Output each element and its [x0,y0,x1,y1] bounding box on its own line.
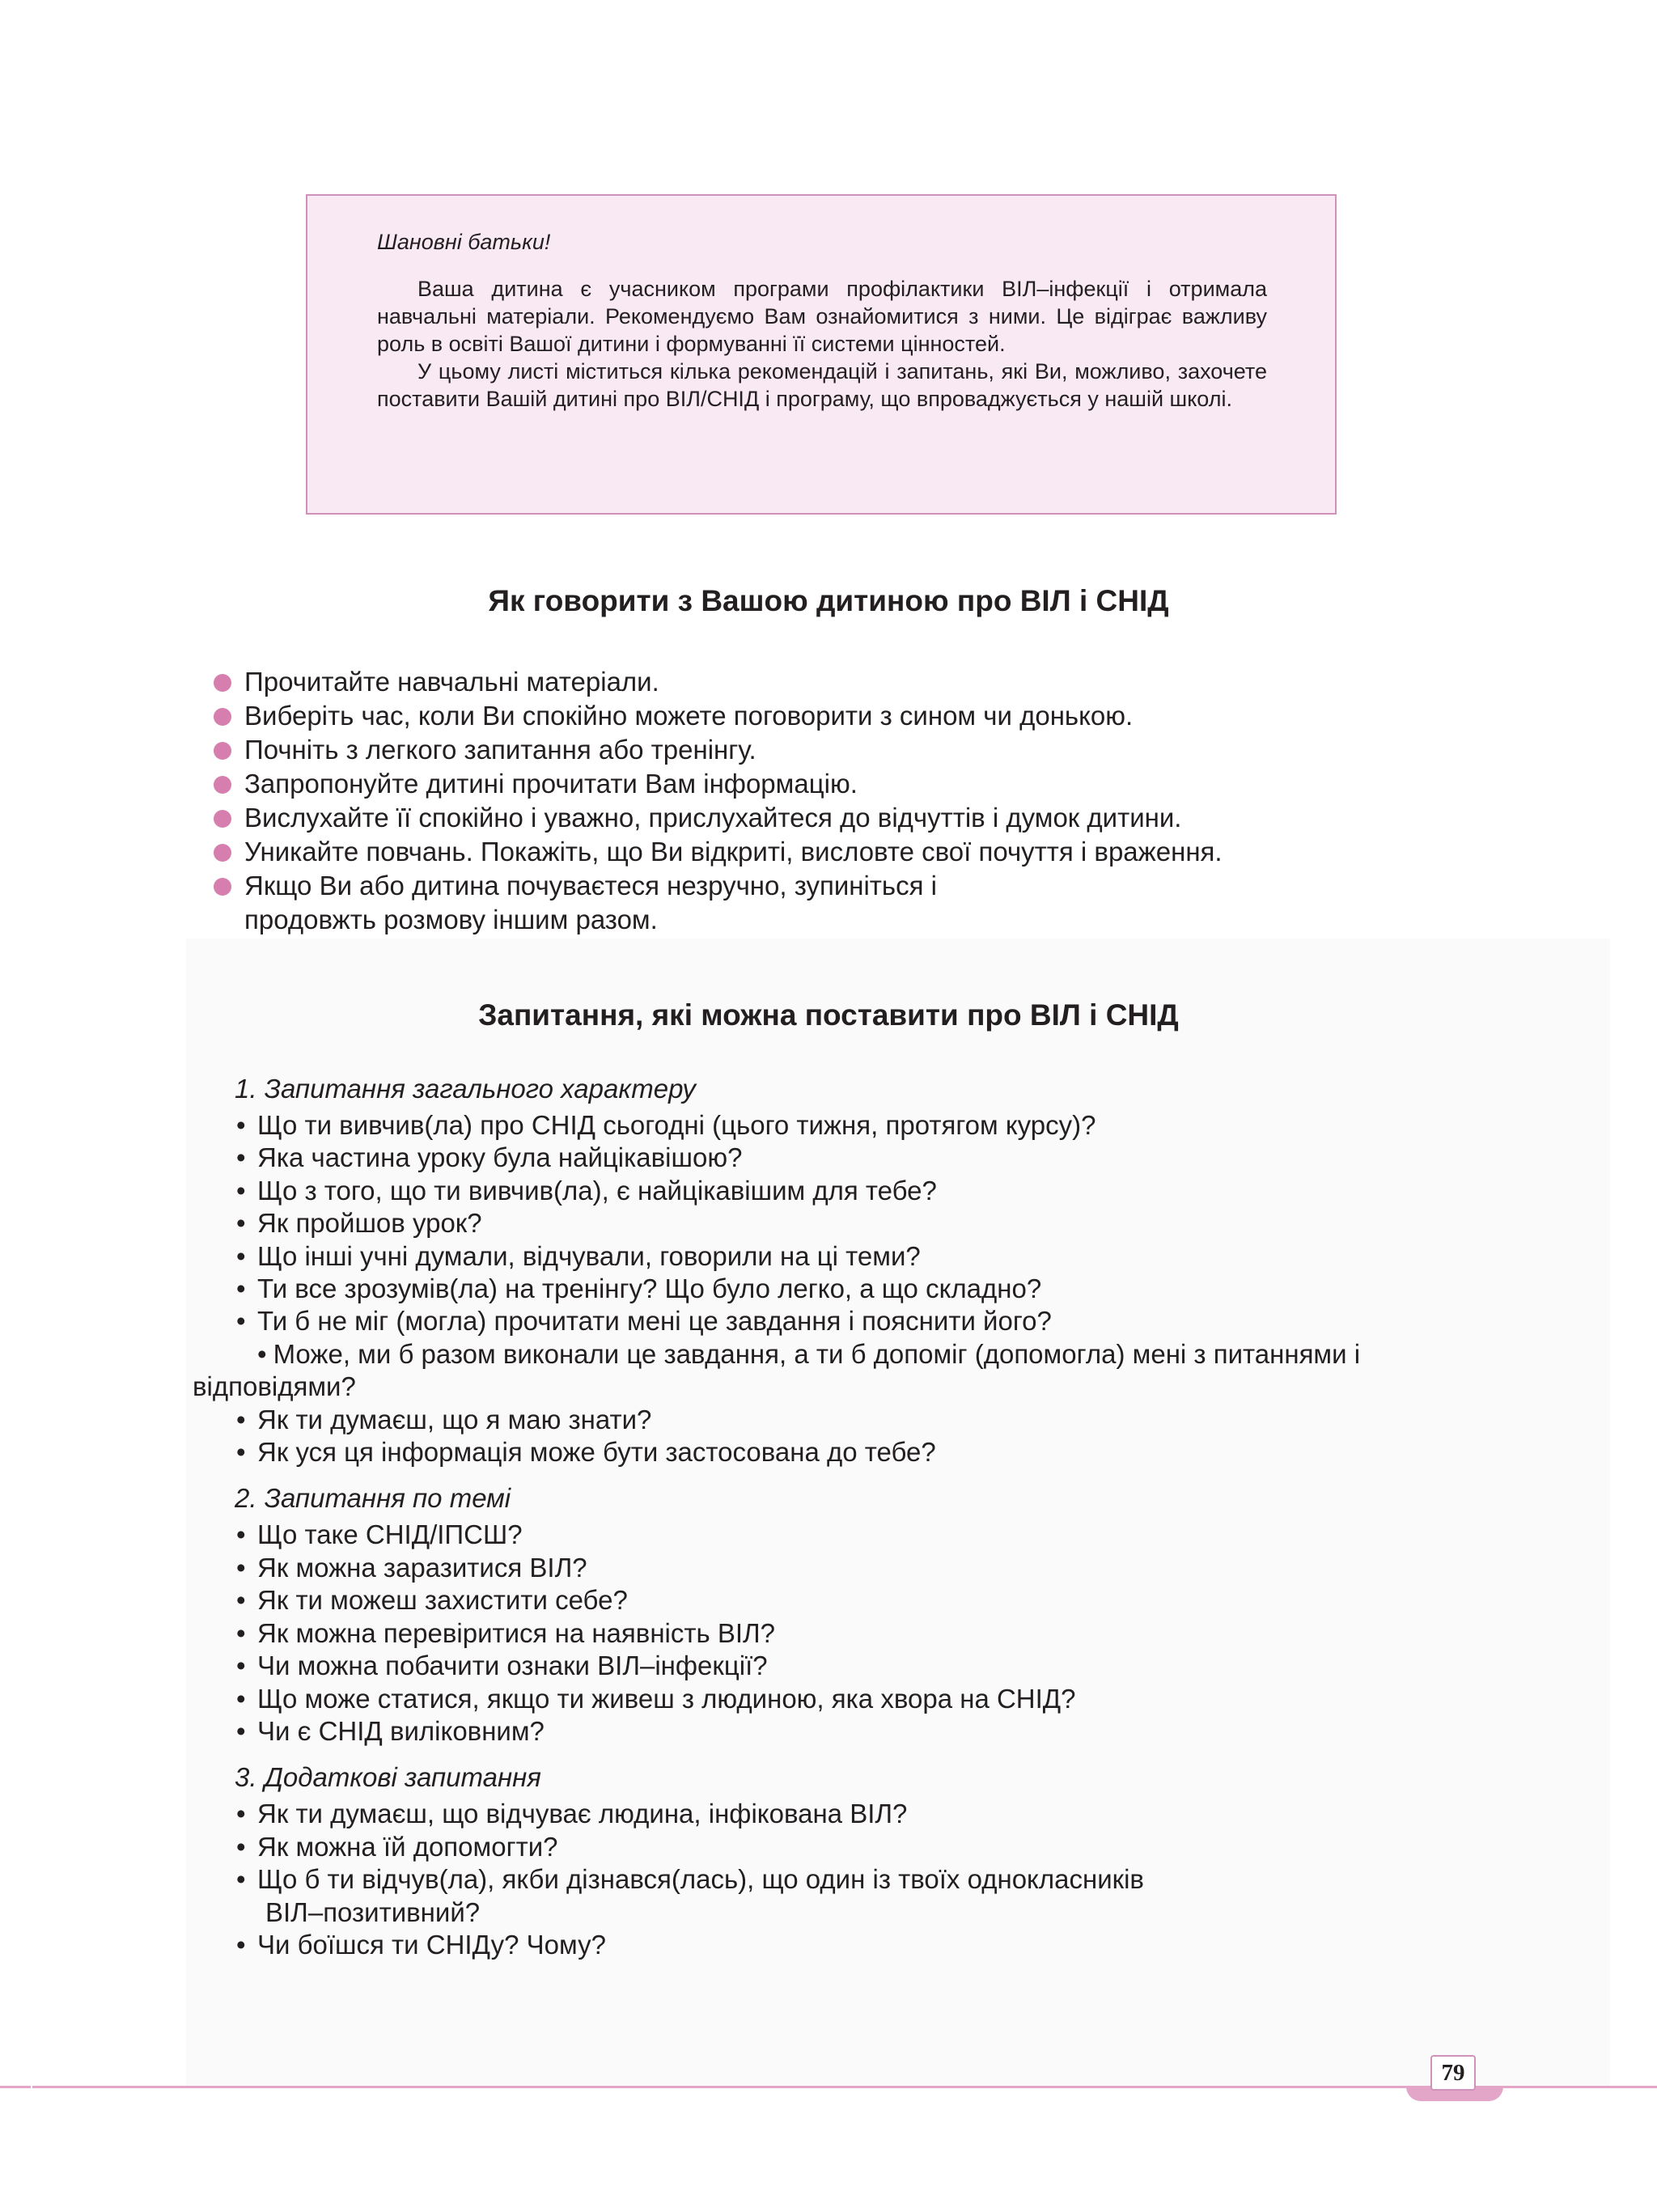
dot-icon: • [236,1208,246,1239]
letter-paragraph: Ваша дитина є учасником програми профілактики ВІЛ–інфекції і отримала навчальні матеріали. Рекомендуємо Вам ознайомитися з ними. Це відіграє важливу роль в освіті Вашої дитини і формуванні її системи цінностей. [377,277,1267,356]
question-item: • Як уся ця інформація може бути застосована до тебе? [0,1436,1657,1468]
tip-text: Виберіть час, коли Ви спокійно можете поговорити з сином чи донькою. [244,701,1134,731]
tip-text: Запропонуйте дитині прочитати Вам інформацію. [244,769,858,799]
question-item: • Що може статися, якщо ти живеш з людиною, яка хвора на СНІД? [0,1683,1657,1715]
dot-icon: • [236,1437,246,1468]
dot-icon: • [236,1831,246,1862]
tip-text: Якщо Ви або дитина почуваєтеся незручно, зупиніться і продовжть розмову іншим разом. [244,871,937,934]
dot-icon: • [236,1142,246,1173]
tip-item [212,835,1474,869]
question-item: • Ти все зрозумів(ла) на тренінгу? Що було легко, а що складно? [0,1273,1657,1305]
bullet-icon [214,878,231,896]
bullet-icon [214,708,231,726]
dot-icon: • [236,1683,246,1714]
section-heading-questions: Запитання, які можна поставити про ВІЛ і СНІД [478,998,1179,1032]
question-list [0,1798,1657,1961]
dot-icon: • [236,1404,246,1434]
dot-icon: • [236,1864,246,1895]
tip-item [212,699,1474,733]
letter-paragraph: У цьому листі міститься кілька рекомендацій і запитань, які Ви, можливо, захочете поставити Вашій дитині про ВІЛ/СНІД і програму, що впроваджується у нашій школі. [377,359,1267,411]
tips-list [212,665,1474,937]
page-number: 79 [1430,2055,1476,2091]
question-item: • Що таке СНІД/ІПСШ? [0,1519,1657,1551]
parents-letter-box [306,194,1337,515]
tip-text: Прочитайте навчальні матеріали. [244,667,659,697]
crop-mark [31,2084,40,2092]
question-item: • Як ти можеш захистити себе? [0,1584,1657,1617]
question-item: • Що з того, що ти вивчив(ла), є найцікавішим для тебе? [0,1175,1657,1207]
question-item: • Як ти думаєш, що відчуває людина, інфікована ВІЛ? [0,1798,1657,1830]
dot-icon: • [236,1651,246,1681]
dot-icon: • [236,1715,246,1746]
question-category-title: 1. Запитання загального характеру [235,1074,696,1104]
tip-item [212,801,1474,835]
question-item: • Чи боїшся ти СНІДу? Чому? [0,1929,1657,1961]
tip-item [212,869,1474,937]
question-item: • Як ти думаєш, що я маю знати? [0,1404,1657,1436]
dot-icon: • [236,1552,246,1583]
dot-icon: • [236,1273,246,1304]
bullet-icon [214,810,231,828]
tip-text: Почніть з легкого запитання або тренінгу. [244,735,756,765]
question-item: • Яка частина уроку була найцікавішою? [0,1142,1657,1174]
bullet-icon [214,674,231,692]
dot-icon: • [236,1929,246,1960]
tip-item [212,767,1474,801]
question-item: • Як можна перевіритися на наявність ВІЛ? [0,1617,1657,1650]
bullet-icon [214,844,231,862]
section-heading-talk: Як говорити з Вашою дитиною про ВІЛ і СНІД [488,584,1169,617]
question-item: • Що б ти відчув(ла), якби дізнався(лась), що один із твоїх однокласників ВІЛ–позитивний? [0,1863,1657,1929]
question-item: • Чи є СНІД виліковним? [0,1715,1657,1748]
dot-icon: • [236,1110,246,1140]
question-category-title: 2. Запитання по темі [235,1483,511,1514]
dot-icon: • [236,1585,246,1616]
tip-text: Уникайте повчань. Покажіть, що Ви відкриті, висловте свої почуття і враження. [244,837,1223,867]
dot-icon: • [236,1175,246,1206]
question-list [0,1109,1657,1468]
questions-block [0,1072,1657,1961]
question-item: • Може, ми б разом виконали це завдання, а ти б допоміг (допомогла) мені з питаннями і відповідями? [193,1338,1361,1402]
dot-icon: • [236,1617,246,1648]
question-category-title: 3. Додаткові запитання [235,1762,541,1793]
dot-icon: • [236,1519,246,1550]
question-item: • Що інші учні думали, відчували, говорили на ці теми? [0,1240,1657,1273]
bullet-icon [214,776,231,794]
question-item: • Що ти вивчив(ла) про СНІД сьогодні (цього тижня, протягом курсу)? [0,1109,1657,1142]
question-continuation: ВІЛ–позитивний? [265,1896,481,1927]
question-item: • Ти б не міг (могла) прочитати мені це завдання і пояснити його? [0,1305,1657,1337]
dot-icon: • [236,1306,246,1337]
dot-icon: • [236,1799,246,1829]
tip-item [212,665,1474,699]
dot-icon: • [257,1338,267,1369]
letter-greeting: Шановні батьки! [377,230,551,254]
tip-item [212,733,1474,767]
bullet-icon [214,742,231,760]
question-item: • Як можна їй допомогти? [0,1831,1657,1863]
tip-text: Вислухайте її спокійно і уважно, прислухайтеся до відчуттів і думок дитини. [244,803,1182,833]
question-item: • Як можна заразитися ВІЛ? [0,1552,1657,1584]
question-item: • Чи можна побачити ознаки ВІЛ–інфекції? [0,1650,1657,1682]
dot-icon: • [236,1240,246,1271]
question-item: • Як пройшов урок? [0,1207,1657,1239]
question-list [0,1519,1657,1748]
